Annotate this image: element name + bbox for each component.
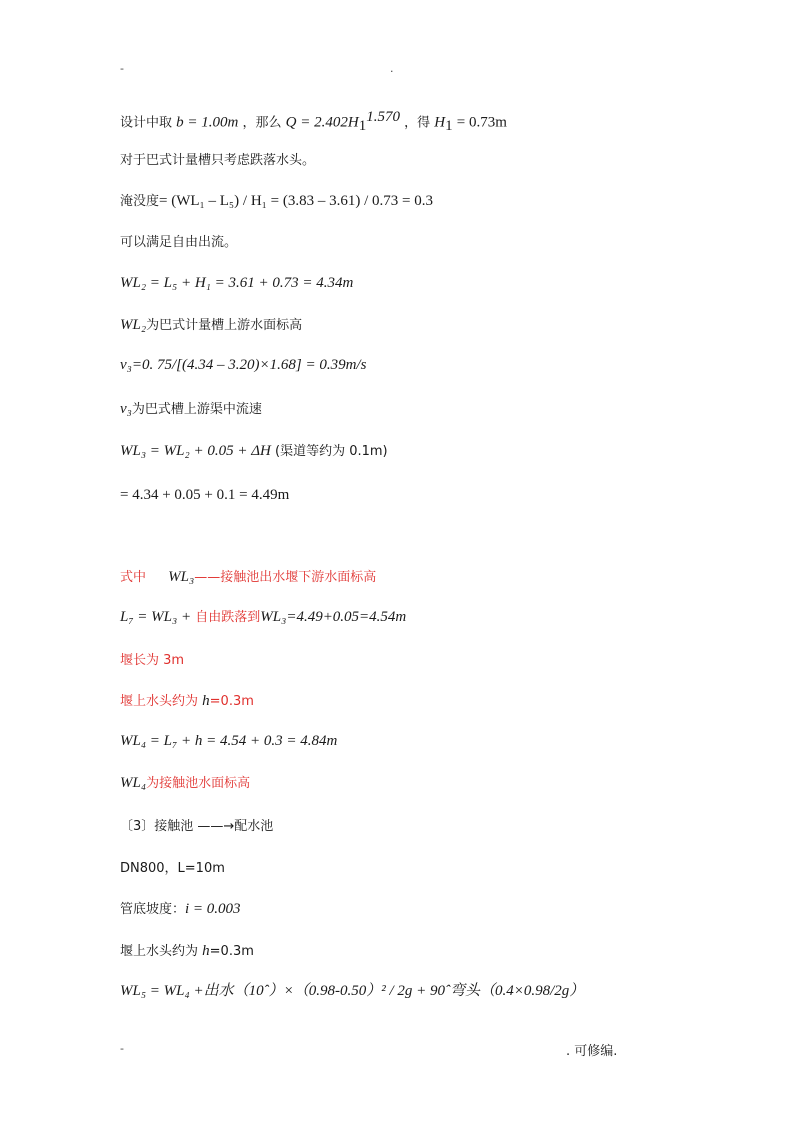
- formula-wl4: WL₄ = L₇ + h = 4.54 + 0.3 = 4.84m: [120, 733, 338, 749]
- formula-wl2: WL₂ = L₅ + H₁ = 3.61 + 0.73 = 4.34m: [120, 275, 354, 291]
- line-weir-head-1: 堰上水头约为 h=0.3m: [120, 693, 254, 709]
- line-free-outflow: 可以满足自由出流。: [120, 235, 238, 250]
- formula-wl5: WL₅ = WL₄ +出水（10ˆ）×（0.98-0.50）² / 2g + 90ˆ弯头（0.4×0.98/2g）: [120, 983, 585, 999]
- header-left-mark: -: [120, 62, 124, 75]
- line-wl2-desc: WL₂为巴式计量槽上游水面标高: [120, 317, 303, 333]
- footer-left-mark: -: [120, 1042, 124, 1055]
- line-design-width: 设计中取 b = 1.00m ，那么 $Q = 2.402H_1^{1.570}$ ，得 $H_1 = 0.73m$: [120, 109, 507, 134]
- line-submergence: 淹没度= (WL₁ – L₅) / H₁ = (3.83 – 3.61) / 0.73 = 0.3: [120, 193, 433, 209]
- line-v3-desc: v₃为巴式槽上游渠中流速: [120, 401, 262, 417]
- line-weir-head-2: 堰上水头约为 h=0.3m: [120, 943, 254, 959]
- formula-wl3: WL₃ = WL₂ + 0.05 + ΔH (渠道等约为 0.1m): [120, 443, 388, 459]
- line-wl3-def: 式中 WL₃——接触池出水堰下游水面标高: [120, 569, 377, 585]
- section-contact-to-distribution: 〔3〕接触池 ——→配水池: [120, 819, 274, 834]
- formula-v3: v₃=0. 75/[(4.34 – 3.20)×1.68] = 0.39m/s: [120, 357, 367, 373]
- line-pipe-slope: 管底坡度：i = 0.003: [120, 901, 241, 917]
- line-weir-length: 堰长为 3m: [120, 653, 185, 668]
- line-drop-head: 对于巴式计量槽只考虑跌落水头。: [120, 153, 316, 168]
- line-pipe-spec: DN800，L=10m: [120, 861, 225, 876]
- formula-wl3-value: = 4.34 + 0.05 + 0.1 = 4.49m: [120, 487, 290, 503]
- footer-editable-note: . 可修编.: [566, 1044, 618, 1059]
- line-wl4-desc: WL₄为接触池水面标高: [120, 775, 251, 791]
- formula-l7: L₇ = WL₃ + 自由跌落到WL₃=4.49+0.05=4.54m: [120, 609, 407, 625]
- header-right-mark: .: [390, 62, 394, 75]
